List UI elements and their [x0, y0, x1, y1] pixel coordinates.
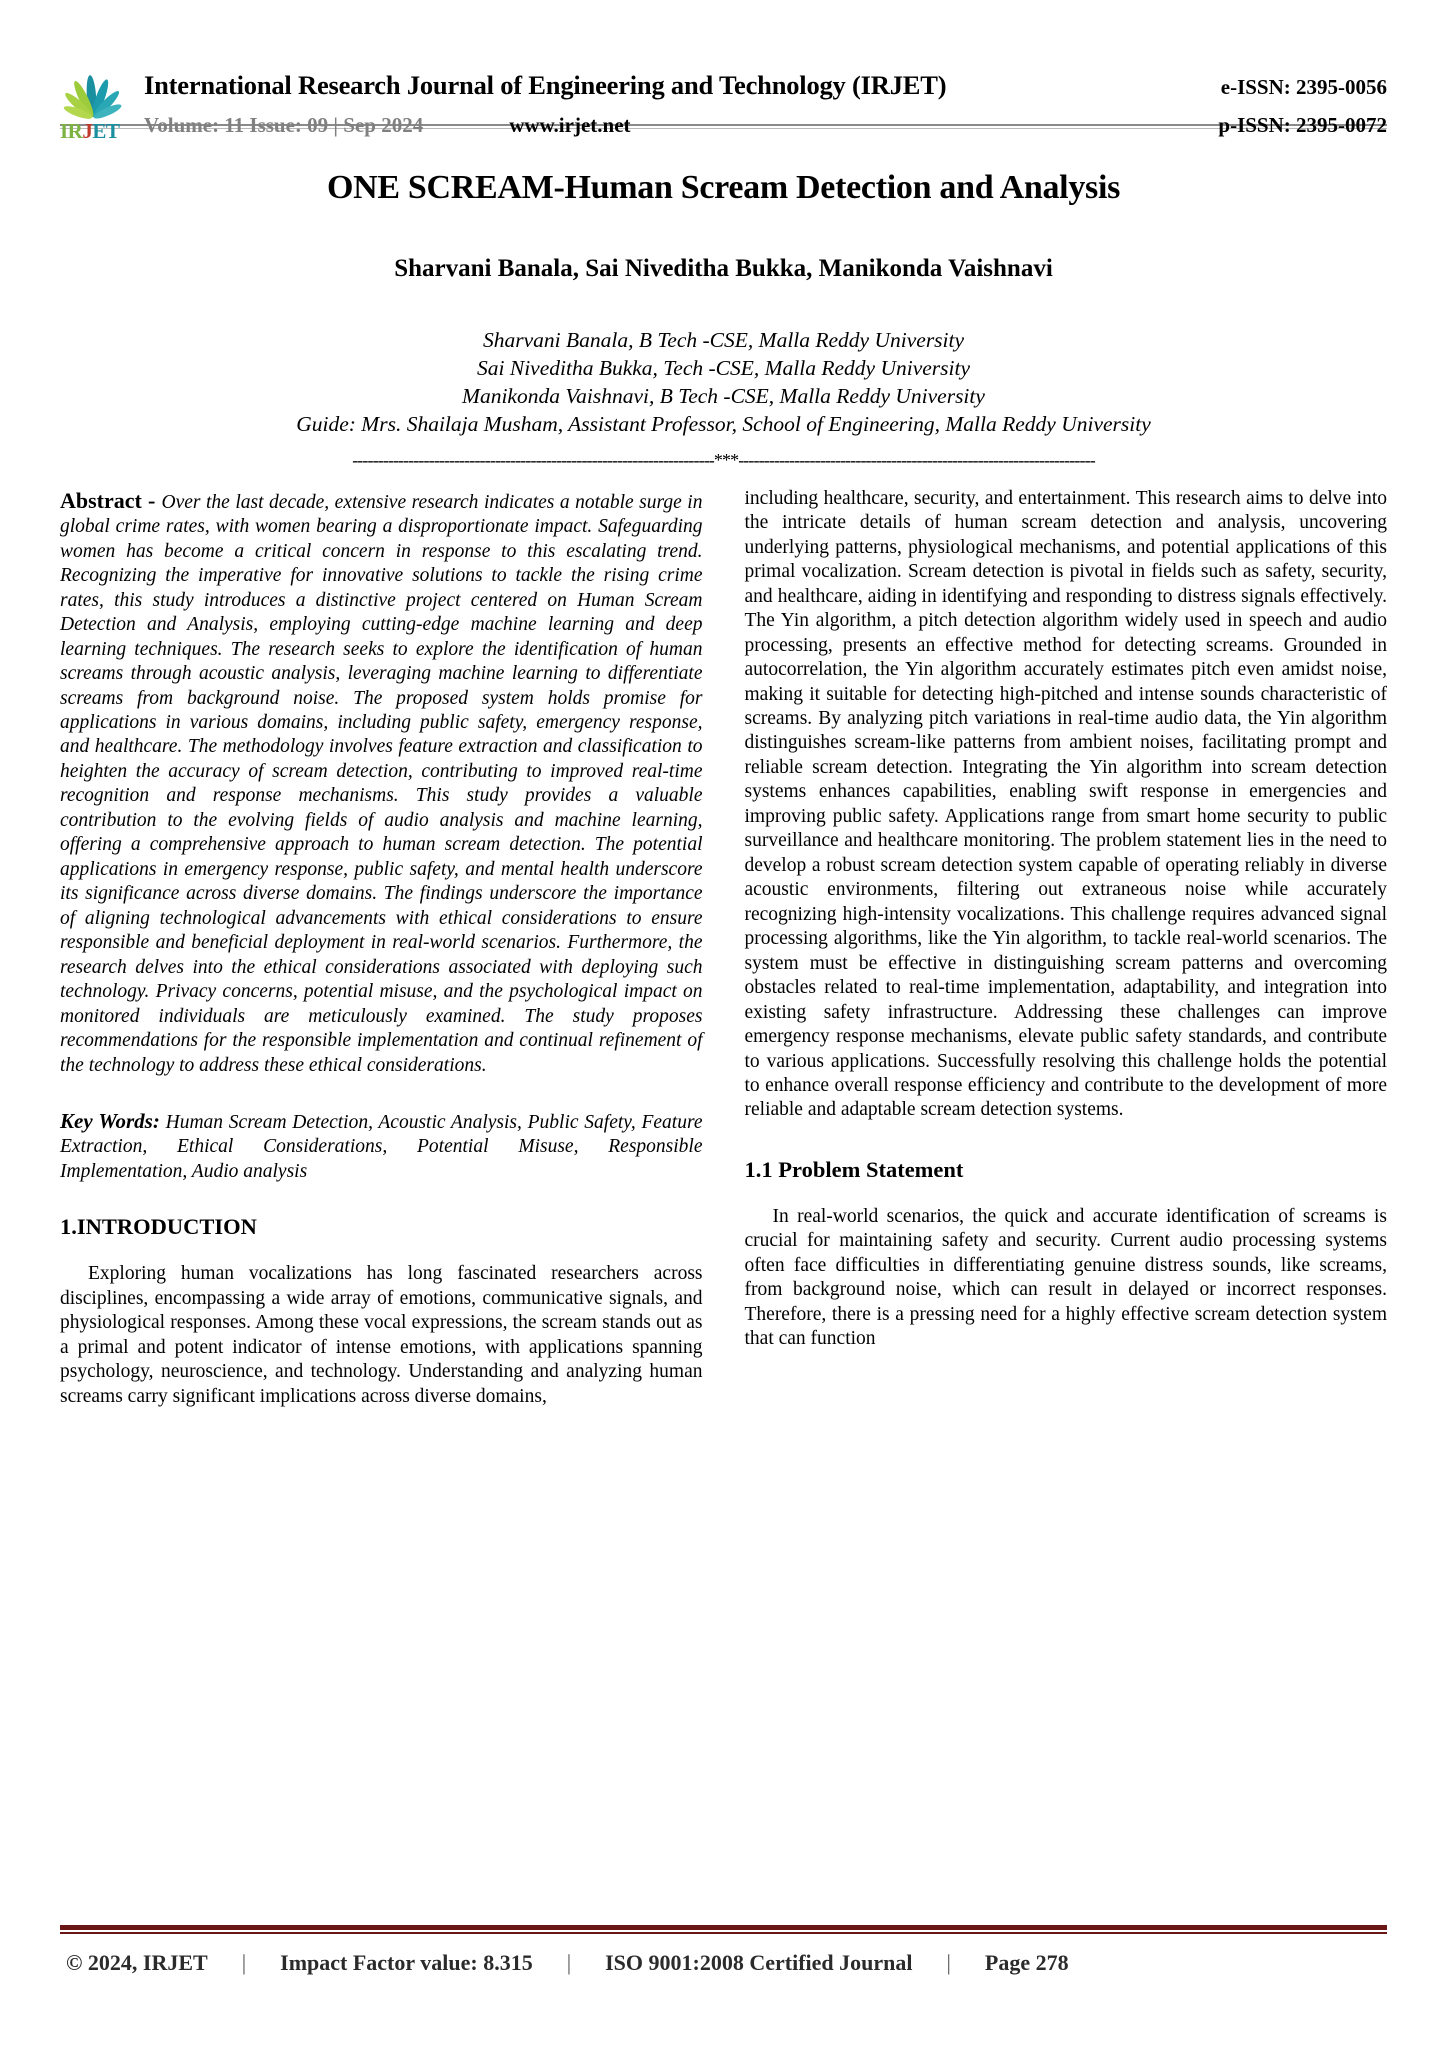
- introduction-paragraph: Exploring human vocalizations has long fascinated researchers across disciplines, encompassing a wide array of emotions, communicative signals, and physiological responses. Among these vocal expressions, the scream stands out as a primal and potent indicator of intense emotions, with applications spanning psychology, neuroscience, and technology. Understanding and analyzing human screams carry significant implications across diverse domains,: [60, 1263, 703, 1407]
- journal-title: International Research Journal of Engineering and Technology (IRJET): [144, 70, 947, 100]
- keywords-label: Key Words:: [60, 1109, 160, 1133]
- p-issn: p-ISSN: 2395-0072: [1218, 113, 1387, 137]
- right-column: [745, 487, 1388, 1837]
- footer-copyright: © 2024, IRJET: [66, 1950, 208, 1975]
- page-header: [60, 0, 1387, 143]
- e-issn: e-ISSN: 2395-0056: [1220, 75, 1387, 99]
- footer-page-number: Page 278: [984, 1950, 1069, 1975]
- affiliation-line: Sai Niveditha Bukka, Tech -CSE, Malla Reddy University: [477, 355, 970, 380]
- keywords-text: Human Scream Detection, Acoustic Analysis, Public Safety, Feature Extraction, Ethical Considerations, Potential Misuse, Responsible Implementation, Audio analysis: [60, 1112, 703, 1182]
- masthead-text: [144, 68, 1387, 138]
- footer-separator: |: [241, 1950, 247, 1975]
- heading-introduction: 1.INTRODUCTION: [60, 1214, 257, 1240]
- logo-ir: IR: [60, 119, 83, 143]
- separator-right-dashes: ----------------------------------------------------------------------: [738, 450, 1095, 470]
- problem-statement-paragraph: In real-world scenarios, the quick and accurate identification of screams is crucial for maintaining safety and security. Current audio processing systems often face difficulties in differentiating genuine distress sounds, like screams, from background noise, which can result in delayed or incorrect responses. Therefore, there is a pressing need for a highly effective scream detection system that can function: [744, 1205, 1387, 1350]
- footer-impact-factor: Impact Factor value: 8.315: [280, 1950, 533, 1975]
- journal-website[interactable]: www.irjet.net: [509, 113, 631, 137]
- introduction-continuation-paragraph: including healthcare, security, and entertainment. This research aims to delve into the intricate details of human scream detection and analysis, uncovering underlying patterns, physiological mechanisms, and potential applications of this primal vocalization. Scream detection is pivotal in fields such as safety, security, and healthcare, aiding in identifying and responding to distress signals effectively. The Yin algorithm, a pitch detection algorithm widely used in speech and audio processing, presents an effective method for detecting screams. Grounded in autocorrelation, the Yin algorithm accurately estimates pitch even amidst noise, making it suitable for detecting high-pitched and intense sounds characteristic of screams. By analyzing pitch variations in real-time audio data, the Yin algorithm distinguishes scream-like patterns from ambient noises, facilitating prompt and reliable scream detection. Integrating the Yin algorithm into scream detection systems enhances capabilities, enabling swift response in emergencies and improving public safety. Applications range from smart home security to public surveillance and healthcare monitoring. The problem statement lies in the need to develop a robust scream detection system capable of operating reliably in diverse acoustic environments, filtering out extraneous noise while accurately recognizing high-intensity vocalizations. This challenge requires advanced signal processing algorithms, like the Yin algorithm, to tackle real-world scenarios. The system must be effective in distinguishing scream patterns and overcoming obstacles related to real-time implementation, adaptability, and integration into existing safety infrastructure. Addressing these challenges can improve emergency response mechanisms, elevate public safety standards, and contribute to various applications. Successfully resolving this challenge holds the potential to enhance overall response efficiency and contribute to the development of more reliable and adaptable scream detection systems.: [744, 487, 1387, 1121]
- abstract-label: Abstract -: [60, 487, 162, 513]
- section-separator: [60, 451, 1387, 473]
- irjet-wordmark: [60, 121, 132, 142]
- left-column: [60, 487, 703, 1837]
- abstract-text: Over the last decade, extensive research indicates a notable surge in global crime rates, with women bearing a disproportionate impact. Safeguarding women has become a critical concern in response to this escalating trend. Recognizing the imperative for innovative solutions to tackle the rising crime rates, this study introduces a distinctive project centered on Human Scream Detection and Analysis, employing cutting-edge machine learning and deep learning techniques. The research seeks to explore the identification of human screams through acoustic analysis, leveraging machine learning to differentiate screams from background noise. The proposed system holds promise for applications in various domains, including public safety, emergency response, and healthcare. The methodology involves feature extraction and classification to heighten the accuracy of scream detection, contributing to improved real-time recognition and response mechanisms. This study provides a valuable contribution to the evolving fields of audio analysis and machine learning, offering a comprehensive approach to human scream detection. The potential applications in emergency response, public safety, and mental health underscore its significance across diverse domains. The findings underscore the importance of aligning technological advancements with ethical considerations to ensure responsible and beneficial deployment in real-world scenarios. Furthermore, the research delves into the ethical considerations associated with deploying such technology. Privacy concerns, potential misuse, and the psychological impact on monitored individuals are meticulously examined. The study proposes recommendations for the responsible implementation and continual refinement of the technology to address these ethical considerations.: [60, 491, 703, 1076]
- footer-iso-certification: ISO 9001:2008 Certified Journal: [605, 1950, 913, 1975]
- footer-divider: [60, 1925, 1387, 1934]
- separator-stars: ***: [713, 450, 739, 470]
- heading-problem-statement: 1.1 Problem Statement: [744, 1156, 964, 1182]
- page-title: ONE SCREAM-Human Scream Detection and Analysis: [326, 169, 1121, 206]
- irjet-logo: [60, 70, 132, 142]
- logo-j: J: [82, 119, 93, 143]
- logo-et: ET: [92, 119, 120, 143]
- leaf-fan-icon: [60, 70, 126, 120]
- affiliation-line: Guide: Mrs. Shailaja Musham, Assistant Professor, School of Engineering, Malla Reddy University: [296, 411, 1151, 436]
- author-list: Sharvani Banala, Sai Niveditha Bukka, Manikonda Vaishnavi: [394, 255, 1053, 282]
- footer-separator: |: [946, 1950, 951, 1975]
- keywords-paragraph: [60, 1108, 703, 1184]
- content-columns: [60, 487, 1387, 1837]
- affiliation-line: Sharvani Banala, B Tech -CSE, Malla Reddy University: [482, 328, 965, 352]
- affiliations: [60, 327, 1387, 439]
- abstract-paragraph: [60, 487, 703, 1078]
- volume-issue: Volume: 11 Issue: 09 | Sep 2024: [144, 113, 424, 137]
- footer-row: [60, 1950, 1387, 1976]
- footer-separator: |: [566, 1950, 572, 1975]
- separator-left-dashes: -----------------------------------------------------------------------: [352, 450, 714, 470]
- affiliation-line: Manikonda Vaishnavi, B Tech -CSE, Malla Reddy University: [462, 383, 985, 408]
- page-footer: [60, 1925, 1387, 1976]
